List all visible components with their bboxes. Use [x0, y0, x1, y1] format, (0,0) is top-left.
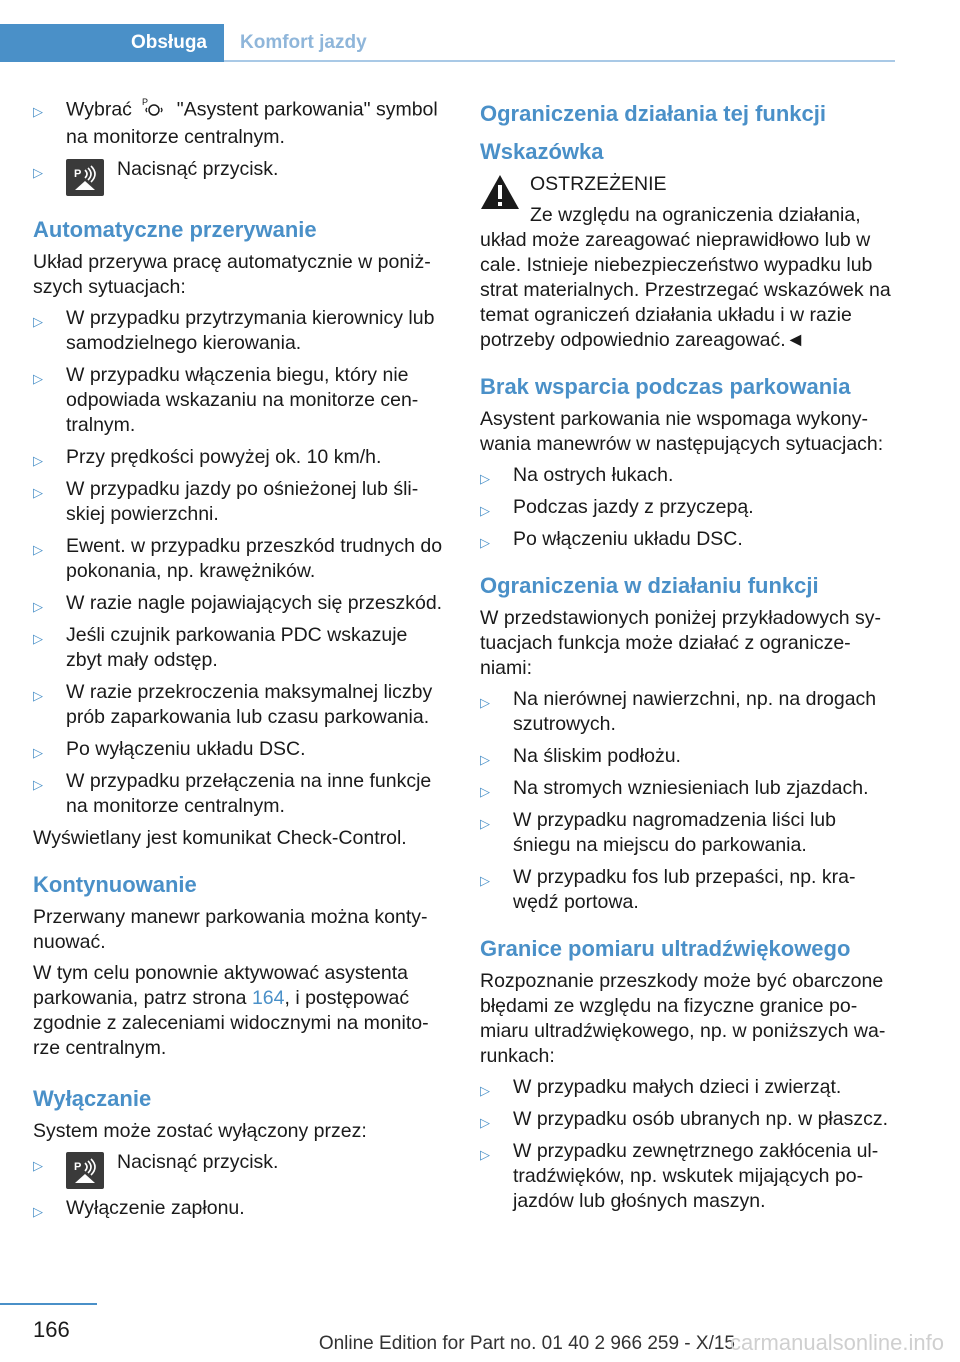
section-heading: Brak wsparcia podczas parkowania [480, 374, 851, 399]
bullet-triangle-icon: ▷ [480, 1115, 490, 1130]
bullet-triangle-icon: ▷ [33, 599, 43, 614]
list-item [480, 1075, 895, 1100]
list-item [33, 769, 447, 819]
list-item-text: W przypadku przytrzymania kierownicy lub samodzielnego kierowania. [66, 307, 435, 354]
bullet-triangle-icon: ▷ [33, 165, 43, 180]
bullet-triangle-icon: ▷ [33, 777, 43, 792]
list-item-text: W przypadku włączenia biegu, który nie odpowiada wskazaniu na monitorze cen-tralnym. [66, 364, 419, 436]
list-item-text: W przypadku małych dzieci i zwierząt. [513, 1076, 842, 1098]
paragraph-text: W tym celu ponownie aktywować asystenta parkowania, patrz strona [33, 962, 408, 1009]
list-item [33, 306, 447, 356]
svg-text:P: P [142, 97, 149, 107]
list-item [480, 463, 895, 488]
bullet-triangle-icon: ▷ [480, 503, 490, 518]
list-item [33, 591, 447, 616]
park-assist-icon [141, 96, 163, 125]
bullet-triangle-icon: ▷ [33, 745, 43, 760]
list-item-text: Na nierównej nawierzchni, np. na drogach szutrowych. [513, 688, 877, 735]
svg-text:P: P [74, 167, 82, 180]
list-item [33, 1150, 447, 1189]
edition-text: Online Edition for Part no. 01 40 2 966 259 - X/15 [318, 1333, 735, 1354]
paragraph: Asystent parkowania nie wspomaga wykony-wania manewrów w następujących sytuacjach: [480, 408, 884, 455]
list-item-text: W przypadku przełączenia na inne funkcje na monitorze centralnym. [66, 770, 432, 817]
bullet-triangle-icon: ▷ [33, 688, 43, 703]
list-item [33, 445, 447, 470]
list-item-text: W razie nagle pojawiających się przeszkód. [66, 592, 443, 614]
pdc-button-icon [66, 1152, 104, 1189]
list-item [480, 495, 895, 520]
list-item [33, 680, 447, 730]
bullet-triangle-icon: ▷ [33, 485, 43, 500]
list-item-text: Na śliskim podłożu. [513, 745, 681, 767]
page-number: 166 [33, 1317, 70, 1342]
list-item-text: Na stromych wzniesieniach lub zjazdach. [513, 777, 869, 799]
section-heading: Granice pomiaru ultradźwiękowego [480, 936, 851, 961]
limits-list [480, 687, 895, 915]
bullet-triangle-icon: ▷ [33, 631, 43, 646]
tab-komfort-jazdy[interactable]: Komfort jazdy [240, 32, 367, 53]
right-column [480, 96, 895, 1221]
pdc-button-icon [66, 159, 104, 196]
list-item [33, 157, 447, 196]
paragraph: Wyświetlany jest komunikat Check-Control. [33, 827, 407, 849]
bullet-triangle-icon: ▷ [480, 1147, 490, 1162]
list-item [33, 1196, 447, 1221]
paragraph: Układ przerywa pracę automatycznie w poniż-szych sytuacjach: [33, 251, 431, 298]
list-item [33, 534, 447, 584]
list-item [480, 776, 895, 801]
nosupport-list [480, 463, 895, 552]
list-item-text: Na ostrych łukach. [513, 464, 674, 486]
section-heading: Automatyczne przerywanie [33, 217, 317, 242]
section-heading: Ograniczenia działania tej funkcji [480, 101, 826, 126]
bullet-triangle-icon: ▷ [33, 453, 43, 468]
page-link[interactable]: 164 [251, 987, 285, 1009]
auto-list [33, 306, 447, 819]
bullet-triangle-icon: ▷ [33, 542, 43, 557]
list-item [480, 744, 895, 769]
bullet-triangle-icon: ▷ [480, 695, 490, 710]
bullet-triangle-icon: ▷ [480, 535, 490, 550]
list-item [33, 737, 447, 762]
section-heading: Ograniczenia w działaniu funkcji [480, 573, 819, 598]
warning-title: OSTRZEŻENIE [530, 173, 667, 195]
bullet-triangle-icon: ▷ [480, 816, 490, 831]
bullet-triangle-icon: ▷ [33, 1158, 43, 1173]
list-item [33, 477, 447, 527]
list-item-text: Nacisnąć przycisk. [117, 1151, 279, 1173]
list-item [480, 687, 895, 737]
tab-obsluga[interactable]: Obsługa [0, 24, 224, 62]
bullet-triangle-icon: ▷ [33, 104, 43, 119]
list-item [480, 865, 895, 915]
list-item-post: "Asystent parkowania" symbol na monitorze centralnym. [66, 98, 438, 148]
list-item-text: Po włączeniu układu DSC. [513, 528, 743, 550]
list-item [33, 623, 447, 673]
bullet-triangle-icon: ▷ [480, 873, 490, 888]
paragraph [33, 961, 447, 1061]
paragraph: W przedstawionych poniżej przykładowych sy-tuacjach funkcja może działać z ogranicze-niami: [480, 607, 881, 679]
list-item [480, 1107, 895, 1132]
list-item [33, 96, 447, 150]
intro-list [33, 96, 447, 196]
list-item-text: Wyłączenie zapłonu. [66, 1197, 245, 1219]
list-item-text: W przypadku nagromadzenia liści lub śniegu na miejscu do parkowania. [513, 809, 836, 856]
list-item-text: W przypadku jazdy po ośnieżonej lub śli-skiej powierzchni. [66, 478, 419, 525]
bullet-triangle-icon: ▷ [33, 1204, 43, 1219]
list-item-text: Podczas jazdy z przyczepą. [513, 496, 754, 518]
list-item [480, 808, 895, 858]
section-heading: Kontynuowanie [33, 872, 197, 897]
paragraph-text: , i postępować zgodnie z zaleceniami widocznymi na monito-rze centralnym. [33, 987, 429, 1059]
list-item-text: W przypadku fos lub przepaści, np. kra-wędź portowa. [513, 866, 856, 913]
bullet-triangle-icon: ▷ [480, 1083, 490, 1098]
list-item-text: Ewent. w przypadku przeszkód trudnych do pokonania, np. krawężników. [66, 535, 443, 582]
list-item-pre: Wybrać [66, 98, 132, 121]
list-item-text: W przypadku osób ubranych np. w płaszcz. [513, 1108, 889, 1130]
section-heading: Wyłączanie [33, 1086, 152, 1111]
warning-box [480, 172, 895, 353]
list-item-text: Po wyłączeniu układu DSC. [66, 738, 306, 760]
list-item-text: Jeśli czujnik parkowania PDC wskazuje zbyt mały odstęp. [66, 624, 408, 671]
warning-triangle-icon [480, 174, 520, 215]
bullet-triangle-icon: ▷ [33, 314, 43, 329]
list-item-text: Nacisnąć przycisk. [117, 158, 279, 180]
paragraph: System może zostać wyłączony przez: [33, 1120, 367, 1142]
ultra-list [480, 1075, 895, 1214]
off-list [33, 1150, 447, 1221]
bullet-triangle-icon: ▷ [33, 371, 43, 386]
watermark: carmanualsonline.info [729, 1330, 944, 1355]
list-item-text: Przy prędkości powyżej ok. 10 km/h. [66, 446, 382, 468]
bullet-triangle-icon: ▷ [480, 471, 490, 486]
svg-text:P: P [74, 1160, 82, 1173]
left-column [33, 96, 447, 1228]
bullet-triangle-icon: ▷ [480, 752, 490, 767]
list-item-text: W przypadku zewnętrznego zakłócenia ul-tradźwięków, np. wskutek mijających po-jazdów lub głośnych maszyn. [513, 1140, 879, 1212]
paragraph: Rozpoznanie przeszkody może być obarczone błędami ze względu na fizyczne granice po-miaru ultradźwiękowego, np. w poniższych wa-runkach: [480, 970, 886, 1067]
header-rule [224, 60, 895, 62]
page-header [0, 24, 895, 62]
paragraph: Przerwany manewr parkowania można konty-nuować. [33, 906, 428, 953]
list-item [33, 363, 447, 438]
warning-text: Ze względu na ograniczenia działania, układ może zareagować nieprawidłowo lub w cale. Istnieje niebezpieczeństwo wypadku lub strat materialnych. Przestrzegać wskazówek na temat ograniczeń działania układu i w razie potrzeby odpowiednio zareagować.◄ [480, 204, 891, 351]
list-item-text: W razie przekroczenia maksymalnej liczby prób zaparkowania lub czasu parkowania. [66, 681, 433, 728]
list-item [480, 527, 895, 552]
bullet-triangle-icon: ▷ [480, 784, 490, 799]
footer-rule [0, 1303, 97, 1305]
note-heading: Wskazówka [480, 139, 604, 164]
list-item [480, 1139, 895, 1214]
